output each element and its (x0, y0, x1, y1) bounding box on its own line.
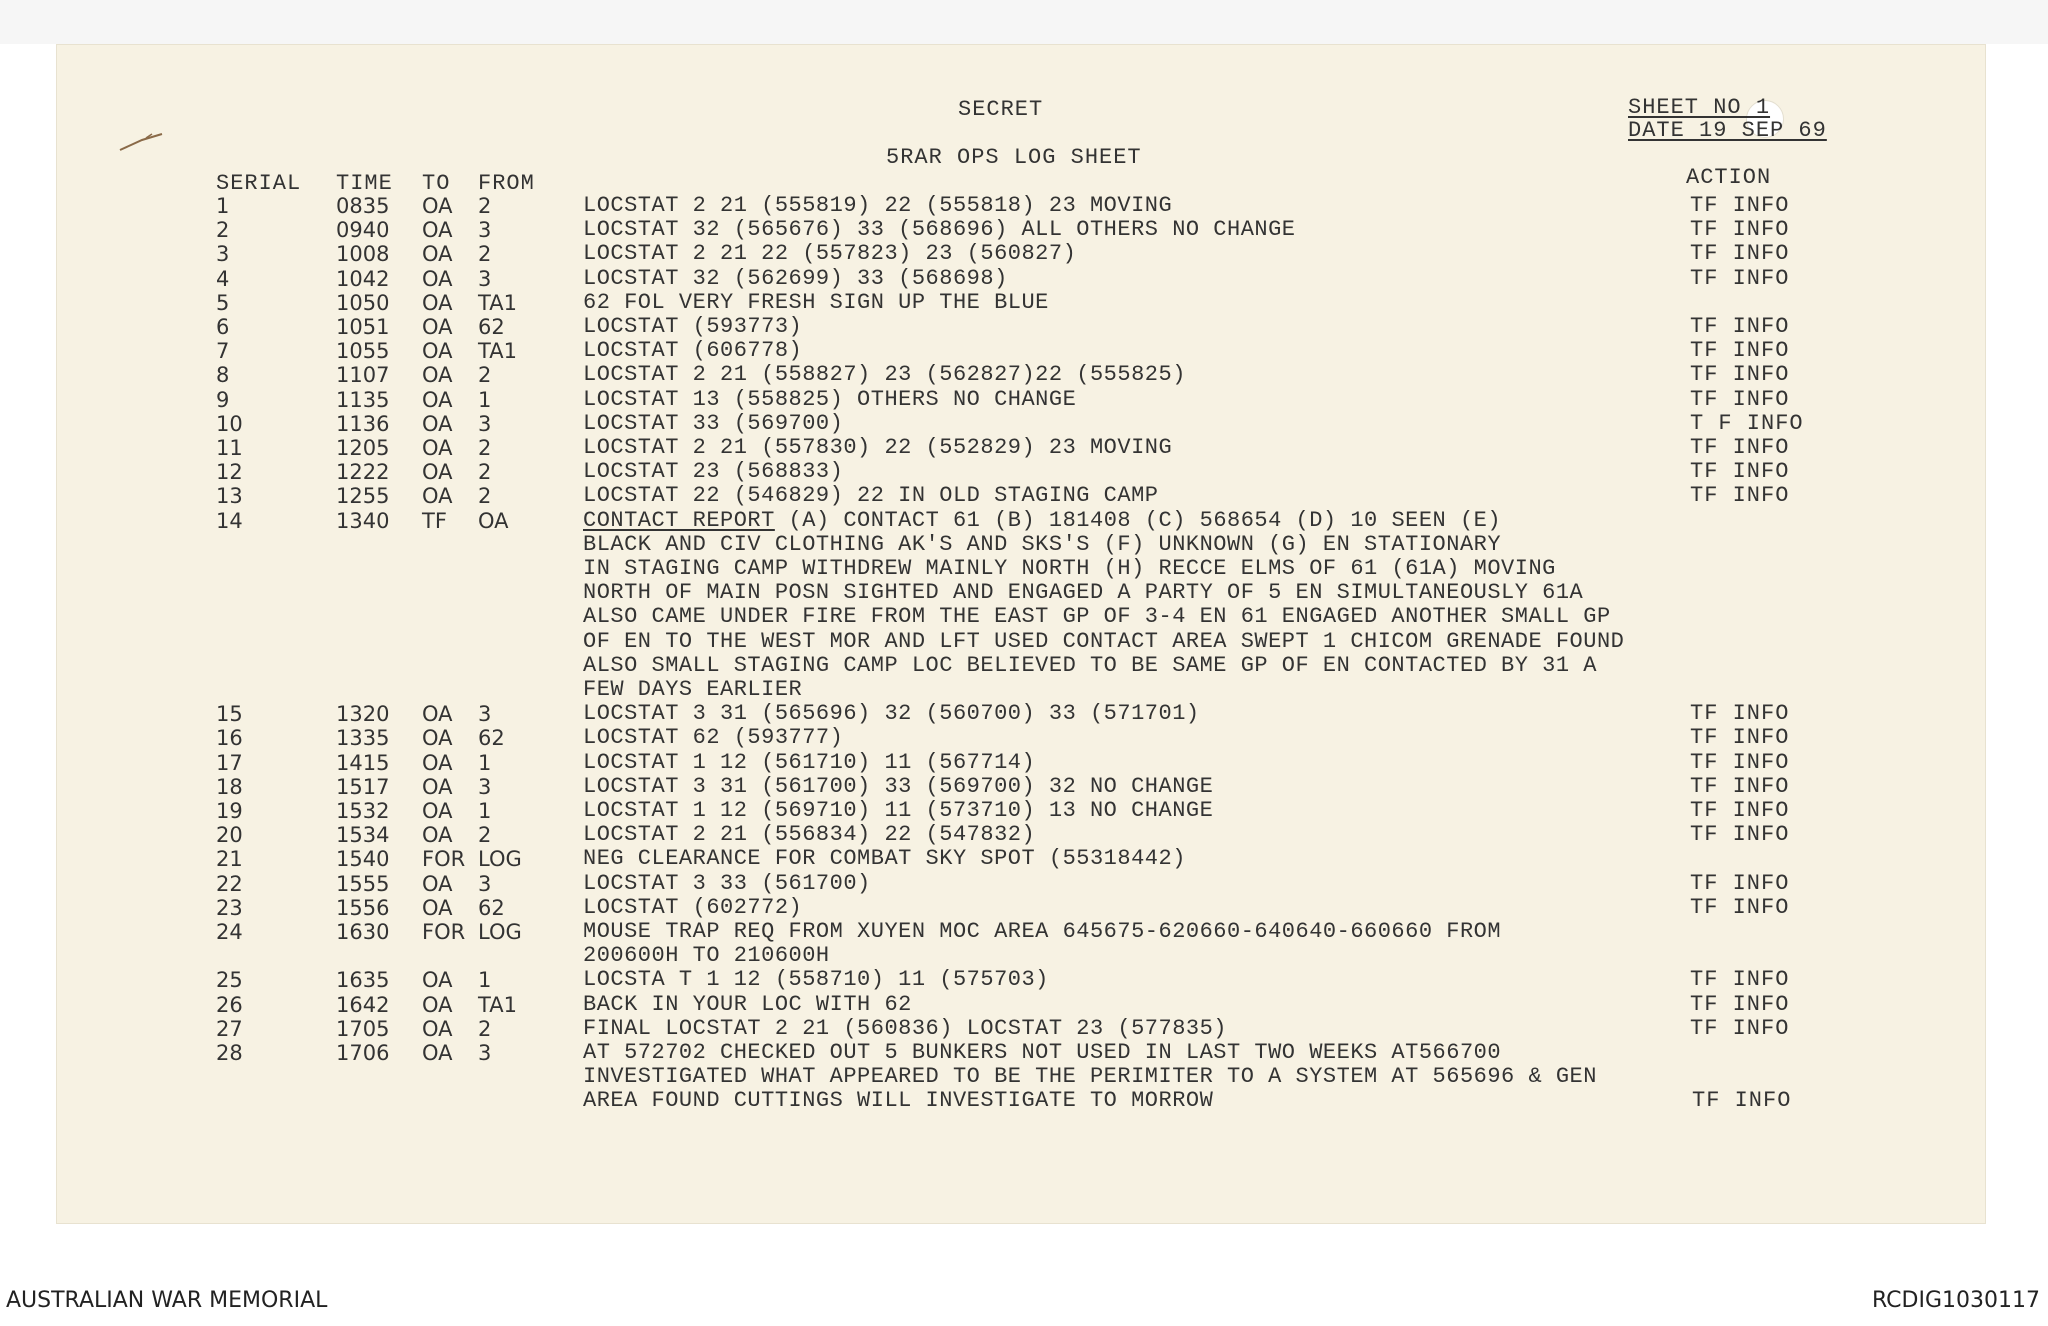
log-message (583, 388, 1076, 412)
log-serial: 17 (216, 750, 243, 775)
log-message-continuation: OF EN TO THE WEST MOR AND LFT USED CONTACT AREA SWEPT 1 CHICOM GRENADE FOUND (583, 628, 1625, 654)
log-from: 2 (478, 436, 492, 460)
document-page (56, 44, 1986, 1224)
log-serial: 27 (216, 1016, 243, 1041)
log-to: OA (422, 339, 453, 364)
log-serial: 5 (216, 290, 230, 315)
log-serial: 19 (216, 799, 243, 823)
log-row (56, 436, 1986, 460)
log-message-continuation: IN STAGING CAMP WITHDREW MAINLY NORTH (H) RECCE ELMS OF 61 (61A) MOVING (583, 556, 1556, 581)
log-row (56, 242, 1986, 266)
log-row (56, 460, 1986, 484)
log-time: 0940 (336, 218, 390, 243)
footer-source: AUSTRALIAN WAR MEMORIAL (6, 1288, 328, 1313)
log-from: 1 (478, 968, 492, 993)
log-to: OA (422, 290, 453, 315)
log-message-text: LOCSTAT 2 21 (556834) 22 (547832) (583, 822, 1036, 848)
log-message-text: LOCSTAT 32 (562699) 33 (568698) (583, 265, 1008, 291)
log-from: 3 (478, 266, 492, 291)
log-message (583, 823, 1035, 847)
log-to: OA (422, 774, 453, 799)
log-action: TF INFO (1690, 386, 1790, 412)
log-message (583, 775, 1213, 799)
log-action: TF INFO (1690, 362, 1790, 388)
log-message-text: LOCSTAT 3 31 (565696) 32 (560700) 33 (571701) (583, 701, 1200, 727)
log-message-text: BACK IN YOUR LOC WITH 62 (583, 991, 912, 1017)
log-row (56, 726, 1986, 750)
log-to: OA (422, 436, 453, 460)
log-serial: 28 (216, 1041, 243, 1065)
log-message-continuation: FEW DAYS EARLIER (583, 677, 803, 702)
log-message-text: LOCSTA T 1 12 (558710) 11 (575703) (583, 967, 1049, 993)
log-action: TF INFO (1690, 749, 1790, 775)
log-row (56, 823, 1986, 847)
log-serial: 20 (216, 823, 243, 848)
log-row (56, 1017, 1986, 1041)
log-serial: 25 (216, 968, 243, 993)
log-time: 1055 (336, 339, 390, 364)
log-time: 1107 (336, 363, 390, 388)
log-message (583, 436, 1172, 460)
log-action: TF INFO (1690, 725, 1790, 751)
log-message (583, 412, 843, 436)
log-from: TA1 (478, 339, 517, 364)
log-message-text: LOCSTAT 23 (568833) (583, 459, 844, 485)
log-row (56, 775, 1986, 799)
log-action: TF INFO (1690, 217, 1790, 243)
log-from: 62 (478, 726, 505, 751)
log-serial: 18 (216, 774, 243, 799)
log-message (583, 872, 871, 896)
log-serial: 16 (216, 726, 243, 751)
log-message (583, 751, 1035, 775)
log-time: 1540 (336, 847, 390, 872)
log-serial: 26 (216, 992, 243, 1017)
log-action: TF INFO (1690, 193, 1790, 218)
log-from: 3 (478, 702, 492, 727)
log-time: 1050 (336, 290, 390, 315)
log-action: TF INFO (1690, 773, 1790, 799)
log-from: 2 (478, 484, 492, 509)
log-message (583, 339, 802, 363)
log-message-text: LOCSTAT 22 (546829) 22 IN OLD STAGING CAMP (583, 483, 1159, 509)
log-message (583, 509, 1501, 533)
log-to: OA (422, 363, 453, 388)
log-time: 1642 (336, 992, 390, 1017)
log-action: TF INFO (1690, 991, 1790, 1017)
log-time: 1556 (336, 895, 390, 920)
log-action: TF INFO (1692, 1088, 1792, 1114)
log-message (583, 315, 802, 339)
log-from: 2 (478, 823, 492, 848)
log-message (583, 847, 1186, 871)
log-message (583, 993, 912, 1017)
log-serial: 12 (216, 460, 243, 485)
log-serial: 9 (216, 387, 230, 412)
log-message-continuation: ALSO CAME UNDER FIRE FROM THE EAST GP OF 3-4 EN 61 ENGAGED ANOTHER SMALL GP (583, 604, 1611, 630)
log-to: FOR (422, 920, 466, 944)
log-time: 1136 (336, 411, 390, 436)
log-serial: 2 (216, 218, 230, 243)
log-from: TA1 (478, 992, 517, 1017)
log-from: 2 (478, 194, 492, 218)
log-from: 3 (478, 871, 492, 896)
log-serial: 24 (216, 920, 243, 944)
log-action: T F INFO (1690, 410, 1804, 436)
log-action: TF INFO (1690, 894, 1790, 920)
log-serial: 13 (216, 484, 243, 509)
log-message-continuation: NORTH OF MAIN POSN SIGHTED AND ENGAGED A PARTY OF 5 EN SIMULTANEOUSLY 61A (583, 580, 1584, 606)
log-from: 2 (478, 460, 492, 485)
log-message (583, 896, 802, 920)
log-message-continuation: 200600H TO 210600H (583, 943, 830, 969)
log-row (56, 291, 1986, 315)
log-row (56, 993, 1986, 1017)
log-message (583, 363, 1186, 387)
log-row (56, 315, 1986, 339)
log-message-text: 62 FOL VERY FRESH SIGN UP THE BLUE (583, 289, 1049, 315)
log-row (56, 218, 1986, 242)
log-to: OA (422, 411, 453, 436)
log-message-text: LOCSTAT (606778) (583, 338, 803, 364)
log-message-text: LOCSTAT 2 21 (558827) 23 (562827)22 (555825) (583, 362, 1186, 388)
log-time: 1415 (336, 750, 390, 775)
log-to: OA (422, 242, 453, 267)
log-message-text: LOCSTAT (593773) (583, 314, 803, 339)
log-serial: 23 (216, 895, 243, 920)
log-action: TF INFO (1690, 241, 1790, 267)
log-message-continuation: BLACK AND CIV CLOTHING AK'S AND SKS'S (F) UNKNOWN (G) EN STATIONARY (583, 531, 1502, 557)
log-row (56, 194, 1986, 218)
log-message (583, 1017, 1227, 1041)
pencil-mark-icon (116, 128, 168, 154)
log-to: OA (422, 823, 453, 848)
log-to: OA (422, 895, 453, 920)
log-message-continuation: ALSO SMALL STAGING CAMP LOC BELIEVED TO BE SAME GP OF EN CONTACTED BY 31 A (583, 652, 1597, 678)
log-serial: 21 (216, 847, 243, 872)
log-time: 1042 (336, 266, 390, 291)
log-message-text: LOCSTAT 1 12 (561710) 11 (567714) (583, 749, 1036, 775)
log-message (583, 799, 1213, 823)
log-serial: 7 (216, 339, 230, 364)
column-header-serial: SERIAL (216, 171, 302, 196)
log-message (583, 968, 1049, 992)
sheet-date: DATE 19 SEP 69 (1628, 118, 1827, 143)
log-to: OA (422, 484, 453, 509)
log-action: TF INFO (1690, 870, 1790, 896)
log-serial: 11 (216, 436, 243, 460)
log-message-text: LOCSTAT 3 33 (561700) (583, 870, 871, 896)
log-row (56, 968, 1986, 992)
top-margin (0, 0, 2048, 44)
log-from: 1 (478, 750, 492, 775)
log-action: TF INFO (1690, 822, 1790, 848)
log-from: 3 (478, 1041, 492, 1065)
log-from: LOG (478, 847, 522, 872)
log-from: 2 (478, 363, 492, 388)
log-to: OA (422, 194, 453, 218)
log-time: 1205 (336, 436, 390, 460)
log-to: OA (422, 726, 453, 751)
footer-id: RCDIG1030117 (1871, 1288, 2040, 1313)
log-to: OA (422, 799, 453, 823)
log-to: FOR (422, 847, 466, 872)
log-row (56, 799, 1986, 823)
log-message-text: AT 572702 CHECKED OUT 5 BUNKERS NOT USED IN LAST TWO WEEKS AT566700 (583, 1040, 1502, 1065)
log-from: 1 (478, 387, 492, 412)
log-to: OA (422, 750, 453, 775)
column-header-action: ACTION (1686, 165, 1772, 190)
log-action: TF INFO (1690, 435, 1790, 460)
contact-report-label: CONTACT REPORT (583, 507, 775, 533)
log-action: TF INFO (1690, 459, 1790, 485)
log-action: TF INFO (1690, 967, 1790, 993)
log-row (56, 751, 1986, 775)
log-serial: 1 (216, 194, 230, 218)
log-message-text: LOCSTAT 32 (565676) 33 (568696) ALL OTHERS NO CHANGE (583, 217, 1296, 243)
log-from: 2 (478, 242, 492, 267)
log-time: 1534 (336, 823, 390, 848)
log-row (56, 363, 1986, 387)
log-row (56, 509, 1986, 533)
log-row (56, 896, 1986, 920)
log-row (56, 388, 1986, 412)
log-message-text: MOUSE TRAP REQ FROM XUYEN MOC AREA 645675-620660-640640-660660 FROM (583, 919, 1502, 944)
log-time: 1706 (336, 1041, 390, 1065)
log-row (56, 847, 1986, 871)
log-time: 1222 (336, 460, 390, 485)
log-time: 1635 (336, 968, 390, 993)
log-serial: 10 (216, 411, 243, 436)
log-row (56, 484, 1986, 508)
log-message-text: FINAL LOCSTAT 2 21 (560836) LOCSTAT 23 (577835) (583, 1015, 1228, 1041)
log-to: OA (422, 871, 453, 896)
log-from: 3 (478, 774, 492, 799)
log-row (56, 339, 1986, 363)
log-time: 0835 (336, 194, 390, 218)
log-action: TF INFO (1690, 338, 1790, 364)
log-message-text: NEG CLEARANCE FOR COMBAT SKY SPOT (55318442) (583, 846, 1186, 872)
log-to: OA (422, 315, 453, 339)
log-message-text: LOCSTAT 62 (593777) (583, 725, 844, 751)
log-serial: 4 (216, 266, 230, 291)
log-time: 1320 (336, 702, 390, 727)
log-message (583, 194, 1172, 218)
log-action: TF INFO (1690, 483, 1790, 509)
log-from: LOG (478, 920, 522, 944)
log-from: 2 (478, 1016, 492, 1041)
log-serial: 8 (216, 363, 230, 388)
log-serial: 15 (216, 702, 243, 727)
log-message-continuation: INVESTIGATED WHAT APPEARED TO BE THE PERIMITER TO A SYSTEM AT 565696 & GEN (583, 1064, 1597, 1090)
log-message-text: LOCSTAT 33 (569700) (583, 410, 844, 436)
page-title: 5RAR OPS LOG SHEET (886, 145, 1142, 170)
log-message-text: LOCSTAT 2 21 (557830) 22 (552829) 23 MOVING (583, 435, 1173, 460)
classification-label: SECRET (958, 97, 1044, 122)
log-time: 1135 (336, 387, 390, 412)
log-action: TF INFO (1690, 1015, 1790, 1041)
log-to: OA (422, 968, 453, 993)
log-serial: 14 (216, 508, 243, 533)
log-action: TF INFO (1690, 701, 1790, 727)
log-message-text: LOCSTAT 2 21 22 (557823) 23 (560827) (583, 241, 1077, 267)
log-message-text: LOCSTAT (602772) (583, 894, 803, 920)
log-time: 1051 (336, 315, 390, 339)
log-to: OA (422, 387, 453, 412)
log-row (56, 412, 1986, 436)
log-message (583, 267, 1008, 291)
log-from: 3 (478, 411, 492, 436)
log-time: 1340 (336, 508, 390, 533)
log-from: 1 (478, 799, 492, 823)
log-from: 62 (478, 895, 505, 920)
log-message-text: (A) CONTACT 61 (B) 181408 (C) 568654 (D) 10 SEEN (E) (788, 507, 1502, 533)
log-message (583, 218, 1296, 242)
log-message (583, 1041, 1501, 1065)
log-message (583, 484, 1159, 508)
log-message (583, 291, 1049, 315)
log-message (583, 726, 843, 750)
log-time: 1008 (336, 242, 390, 267)
log-action: TF INFO (1690, 265, 1790, 291)
log-row (56, 702, 1986, 726)
log-to: TF (422, 508, 447, 533)
log-message (583, 702, 1200, 726)
column-header-to: TO (422, 171, 451, 196)
log-action: TF INFO (1690, 798, 1790, 823)
log-action: TF INFO (1690, 314, 1790, 339)
log-from: TA1 (478, 290, 517, 315)
log-message (583, 460, 843, 484)
log-to: OA (422, 1016, 453, 1041)
log-to: OA (422, 218, 453, 243)
log-row (56, 872, 1986, 896)
log-row (56, 267, 1986, 291)
log-to: OA (422, 702, 453, 727)
log-time: 1335 (336, 726, 390, 751)
log-time: 1555 (336, 871, 390, 896)
log-from: 3 (478, 218, 492, 243)
column-header-from: FROM (478, 171, 535, 196)
log-message (583, 242, 1076, 266)
log-to: OA (422, 460, 453, 485)
sheet-number: SHEET NO 1 (1628, 95, 1771, 120)
column-header-time: TIME (336, 171, 393, 196)
log-from: 62 (478, 315, 505, 339)
log-message-text: LOCSTAT 2 21 (555819) 22 (555818) 23 MOVING (583, 193, 1173, 218)
log-serial: 3 (216, 242, 230, 267)
log-to: OA (422, 992, 453, 1017)
log-message-text: LOCSTAT 3 31 (561700) 33 (569700) 32 NO CHANGE (583, 773, 1214, 799)
log-time: 1705 (336, 1016, 390, 1041)
log-message-continuation: AREA FOUND CUTTINGS WILL INVESTIGATE TO MORROW (583, 1088, 1214, 1114)
log-time: 1517 (336, 774, 390, 799)
log-time: 1532 (336, 799, 390, 823)
log-time: 1630 (336, 920, 390, 944)
log-row (56, 1041, 1986, 1065)
log-serial: 6 (216, 315, 230, 339)
log-serial: 22 (216, 871, 243, 896)
log-time: 1255 (336, 484, 390, 509)
log-row (56, 920, 1986, 944)
log-from: OA (478, 508, 509, 533)
log-to: OA (422, 1041, 453, 1065)
log-message-text: LOCSTAT 1 12 (569710) 11 (573710) 13 NO CHANGE (583, 798, 1214, 823)
log-message-text: LOCSTAT 13 (558825) OTHERS NO CHANGE (583, 386, 1077, 412)
log-to: OA (422, 266, 453, 291)
log-message (583, 920, 1501, 944)
